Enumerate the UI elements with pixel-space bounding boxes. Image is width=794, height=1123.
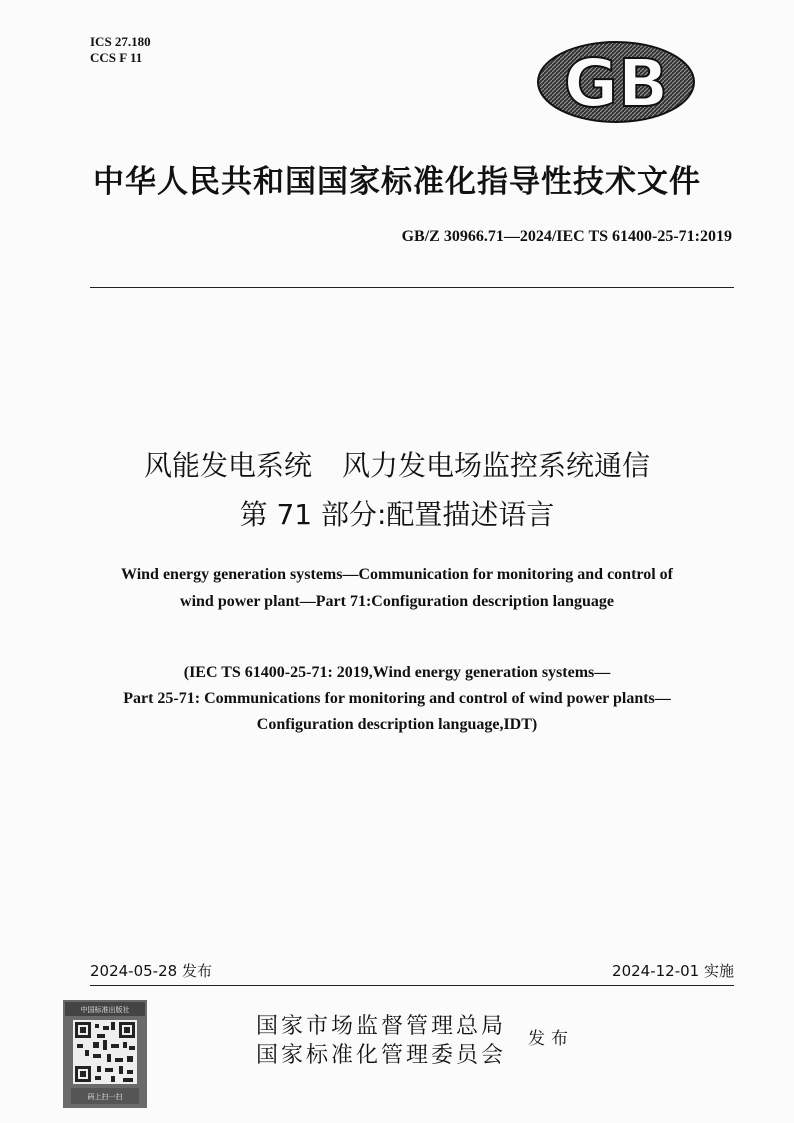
qr-code-icon: [63, 1000, 147, 1108]
issuer-sac: 国家标准化管理委员会: [256, 1043, 507, 1068]
issuer-samr: 国家市场监督管理总局: [256, 1014, 507, 1039]
title-cn-line2: 第 71 部分:配置描述语言: [239, 498, 555, 531]
title-cn-part2: 风力发电场监控系统通信: [342, 449, 651, 482]
gb-logo-text: GB: [563, 45, 669, 122]
release-label: 发布: [528, 1029, 574, 1049]
qr-top-label: 中国标准出版社: [80, 1006, 130, 1014]
iec-ref-line2: Part 25-71: Communications for monitoring and control of wind power plants—: [123, 690, 671, 707]
title-cn-part1: 风能发电系统: [143, 449, 312, 482]
qr-bottom-label: 码上扫一扫: [87, 1093, 123, 1101]
effective-date: 2024-12-01 实施: [612, 962, 734, 980]
iec-ref-line1: (IEC TS 61400-25-71: 2019,Wind energy generation systems—: [183, 664, 611, 681]
title-en-line2: wind power plant—Part 71:Configuration description language: [180, 593, 614, 610]
gb-logo: [536, 40, 696, 124]
header-divider: [90, 287, 734, 288]
ics-code: ICS 27.180: [90, 34, 151, 49]
standard-number: GB/Z 30966.71—2024/IEC TS 61400-25-71:2019: [401, 228, 732, 245]
ccs-code: CCS F 11: [90, 50, 143, 65]
footer-divider: [90, 985, 734, 986]
title-en-line1: Wind energy generation systems—Communication for monitoring and control of: [121, 566, 673, 583]
classification-codes: [90, 34, 151, 66]
org-title: 中华人民共和国国家标准化指导性技术文件: [93, 164, 701, 200]
title-cn-line1: [0, 444, 794, 484]
iec-ref-line3: Configuration description language,IDT): [256, 716, 538, 733]
publish-date: 2024-05-28 发布: [90, 962, 212, 980]
